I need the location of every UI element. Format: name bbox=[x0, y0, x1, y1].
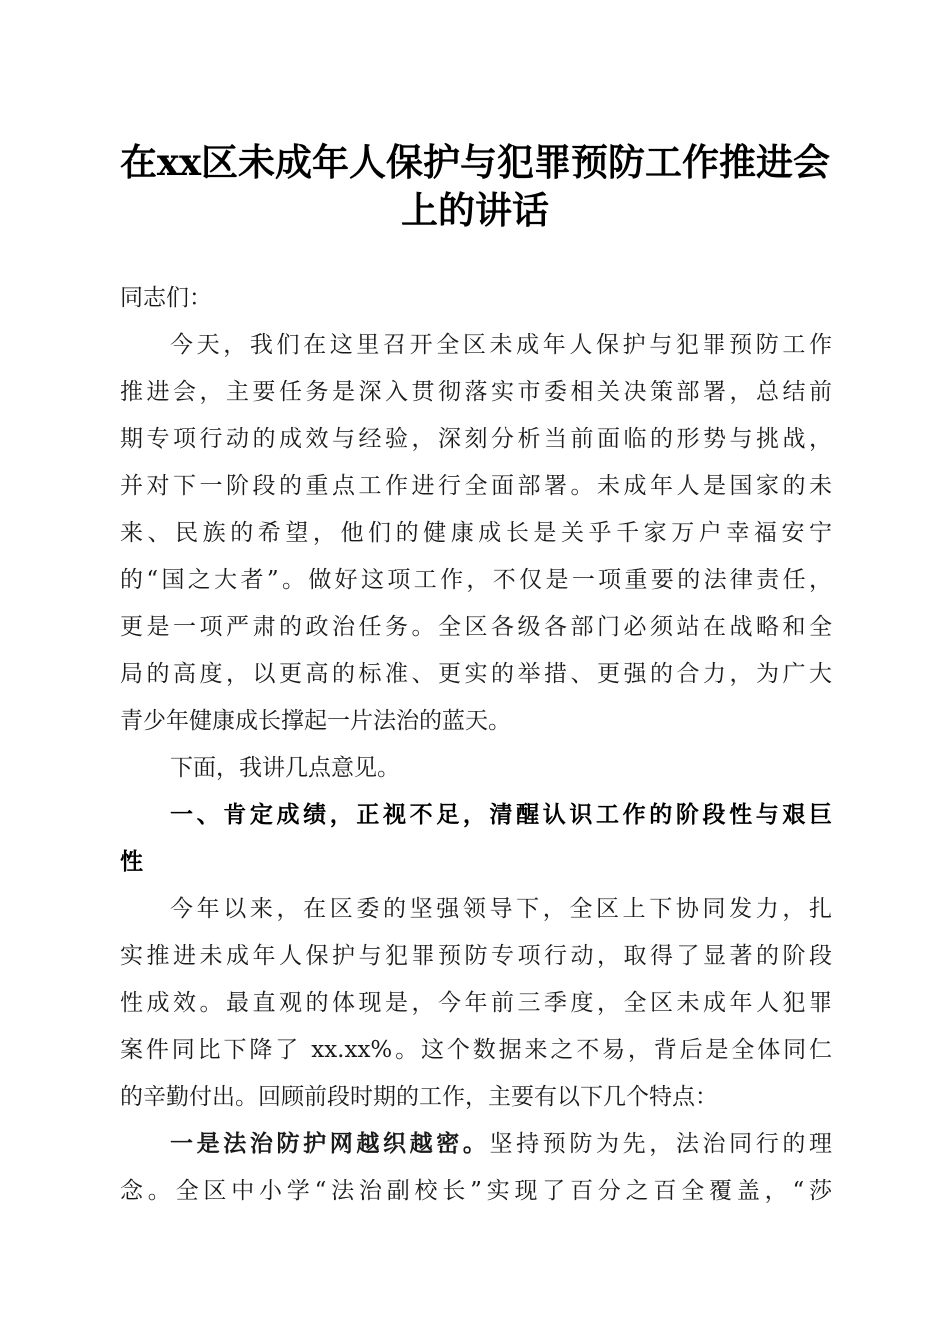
paragraph-1-line: 的“国之大者”。做好这项工作，不仅是一项重要的法律责任， bbox=[120, 567, 832, 593]
paragraph-2: 下面，我讲几点意见。 bbox=[170, 755, 400, 781]
section-heading-line: 一、肯定成绩，正视不足，清醒认识工作的阶段性与艰巨 bbox=[170, 802, 832, 828]
section-heading-line: 性 bbox=[120, 849, 143, 875]
salutation: 同志们： bbox=[120, 285, 212, 311]
paragraph-4-lead: 一是法治防护网越织越密。 bbox=[170, 1131, 490, 1157]
document-title-line-1: 在xx区未成年人保护与犯罪预防工作推进会 bbox=[119, 140, 831, 184]
document-title-line-2: 上的讲话 bbox=[401, 188, 549, 232]
paragraph-4-rest: 坚持预防为先，法治同行的理 bbox=[489, 1131, 832, 1157]
paragraph-3-line: 案件同比下降了 xx.xx%。这个数据来之不易，背后是全体同仁 bbox=[120, 1037, 832, 1063]
paragraph-3-line: 的辛勤付出。回顾前段时期的工作，主要有以下几个特点： bbox=[120, 1084, 718, 1110]
paragraph-4-line: 念。全区中小学“法治副校长”实现了百分之百全覆盖，“莎 bbox=[120, 1178, 832, 1204]
paragraph-1-line: 并对下一阶段的重点工作进行全面部署。未成年人是国家的未 bbox=[120, 473, 832, 499]
paragraph-3-line: 今年以来，在区委的坚强领导下，全区上下协同发力，扎 bbox=[170, 896, 832, 922]
paragraph-1-line: 今天，我们在这里召开全区未成年人保护与犯罪预防工作 bbox=[170, 332, 832, 358]
paragraph-1-line: 青少年健康成长撑起一片法治的蓝天。 bbox=[120, 708, 511, 734]
paragraph-1-line: 更是一项严肃的政治任务。全区各级各部门必须站在战略和全 bbox=[120, 614, 832, 640]
paragraph-3-line: 性成效。最直观的体现是，今年前三季度，全区未成年人犯罪 bbox=[120, 990, 832, 1016]
paragraph-1-line: 来、民族的希望，他们的健康成长是关乎千家万户幸福安宁 bbox=[120, 520, 832, 546]
paragraph-3-line: 实推进未成年人保护与犯罪预防专项行动，取得了显著的阶段 bbox=[120, 943, 832, 969]
paragraph-4-line bbox=[170, 1121, 832, 1168]
paragraph-1-line: 局的高度，以更高的标准、更实的举措、更强的合力，为广大 bbox=[120, 661, 832, 687]
paragraph-1-line: 推进会，主要任务是深入贯彻落实市委相关决策部署，总结前 bbox=[120, 379, 832, 405]
paragraph-1-line: 期专项行动的成效与经验，深刻分析当前面临的形势与挑战， bbox=[120, 426, 832, 452]
